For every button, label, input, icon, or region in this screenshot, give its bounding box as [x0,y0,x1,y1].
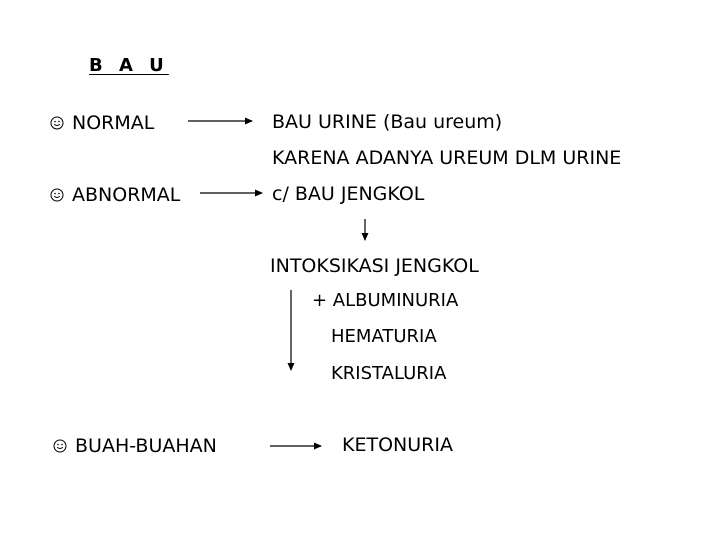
label-abnormal: ABNORMAL [72,184,181,206]
finding-hematuria: HEMATURIA [331,326,437,347]
abnormal-result: c/ BAU JENGKOL [272,183,425,205]
label-normal: NORMAL [72,112,155,134]
finding-albuminuria: + ALBUMINURIA [312,290,459,311]
label-buah: BUAH-BUAHAN [75,435,217,457]
normal-reason: KARENA ADANYA UREUM DLM URINE [272,147,622,169]
buah-result: KETONURIA [342,434,453,456]
finding-kristaluria: KRISTALURIA [331,363,447,384]
abnormal-consequence: INTOKSIKASI JENGKOL [270,255,479,277]
page-title: B A U [89,55,169,76]
normal-result: BAU URINE (Bau ureum) [272,111,503,133]
